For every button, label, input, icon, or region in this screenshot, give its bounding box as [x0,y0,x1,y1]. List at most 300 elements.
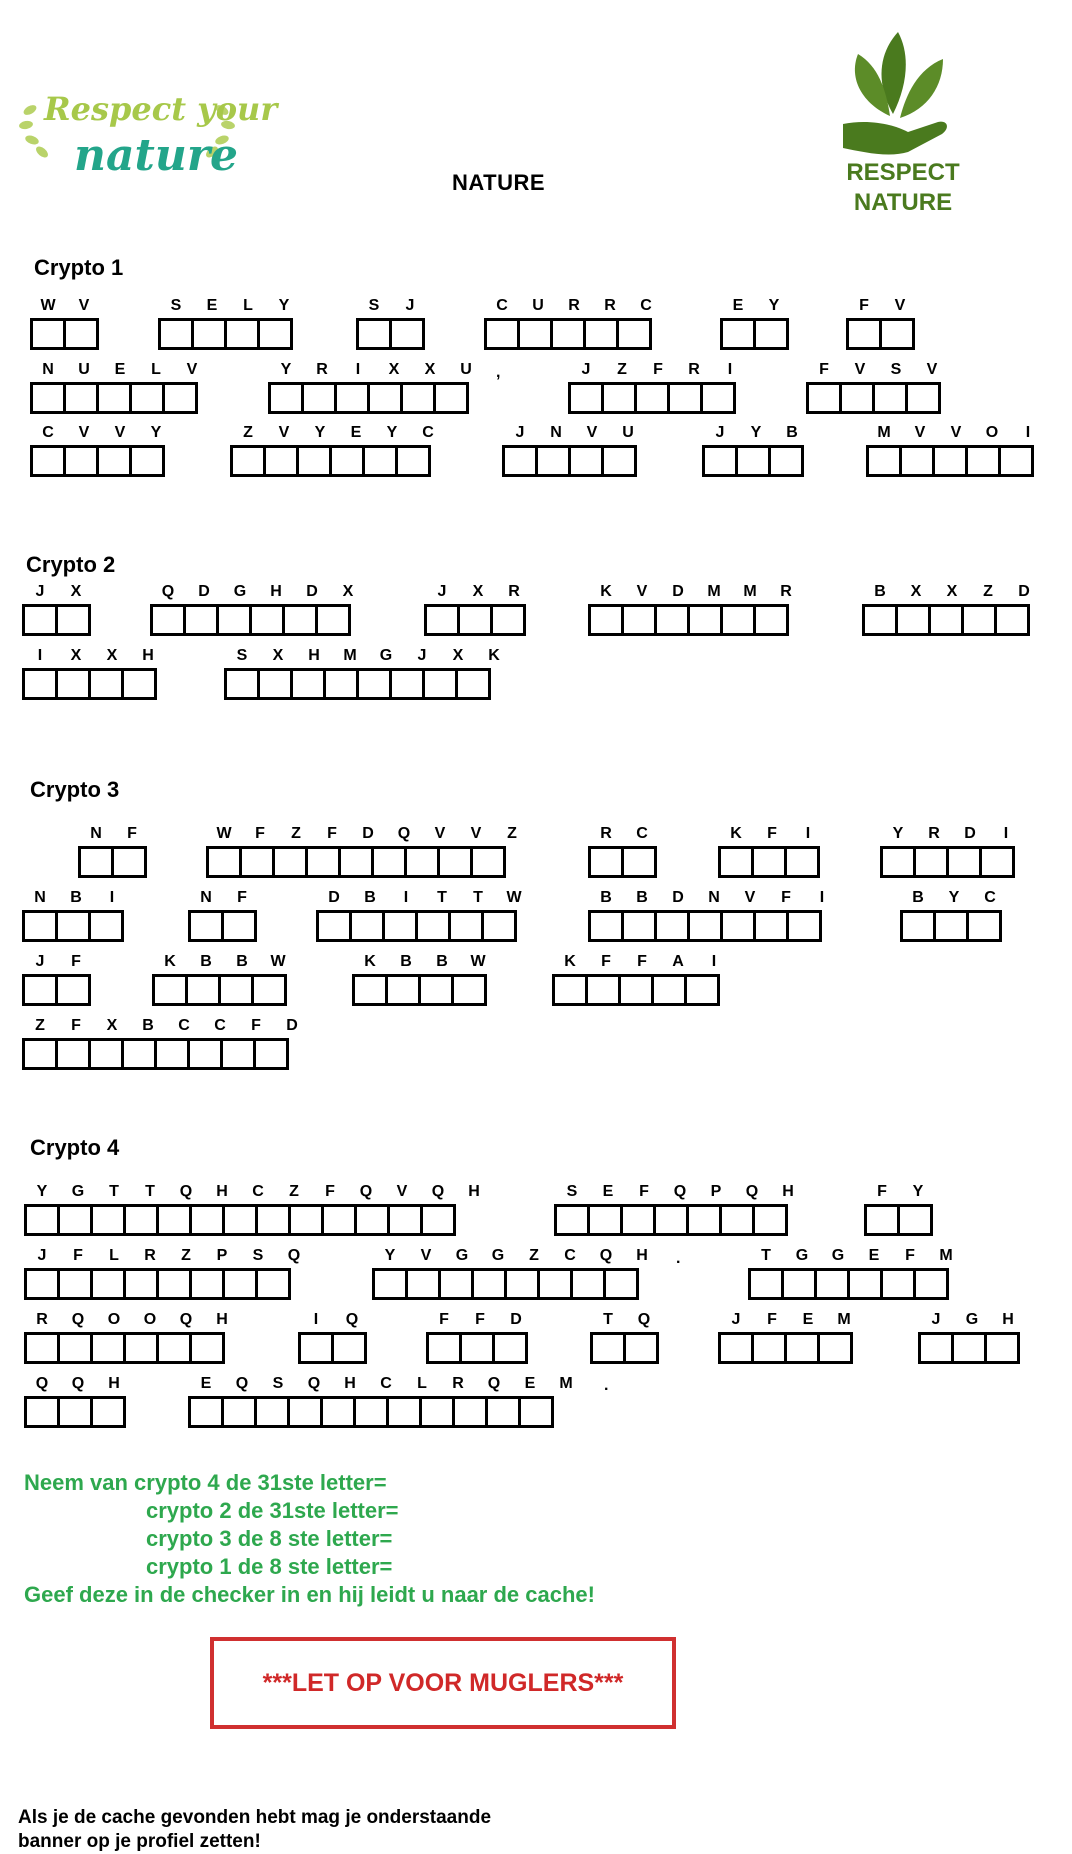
answer-box[interactable] [315,604,351,636]
crypto3-word-14 [552,954,732,1006]
answer-box[interactable] [653,1204,689,1236]
answer-box[interactable] [905,382,941,414]
cipher-letters [588,890,840,906]
cipher-letter: Q [397,825,411,842]
answer-box[interactable] [601,382,637,414]
answer-boxes [30,318,102,350]
cipher-letter: E [868,1247,880,1264]
answer-box[interactable] [150,604,186,636]
answer-box[interactable] [220,1038,256,1070]
answer-box[interactable] [352,974,388,1006]
cipher-letter: V [396,1183,408,1200]
answer-box[interactable] [651,974,687,1006]
answer-box[interactable] [400,382,436,414]
answer-box[interactable] [321,1204,357,1236]
answer-box[interactable] [63,382,99,414]
answer-box[interactable] [753,604,789,636]
cipher-letter: C [178,1017,190,1034]
answer-box[interactable] [481,910,517,942]
answer-box[interactable] [282,604,318,636]
cipher-letter: L [417,1375,427,1392]
cipher-letter: V [186,361,198,378]
answer-box[interactable] [457,604,493,636]
answer-box[interactable] [535,445,571,477]
cipher-letters [748,1248,964,1264]
cipher-letter: I [313,1311,319,1328]
answer-box[interactable] [386,1396,422,1428]
answer-box[interactable] [583,318,619,350]
answer-box[interactable] [817,1332,853,1364]
cipher-letter: Y [384,1247,396,1264]
answer-box[interactable] [255,1268,291,1300]
answer-box[interactable] [55,668,91,700]
answer-box[interactable] [356,318,392,350]
answer-box[interactable] [459,1332,495,1364]
cipher-letters [224,648,512,664]
answer-box[interactable] [687,910,723,942]
answer-box[interactable] [22,604,58,636]
answer-box[interactable] [254,1396,290,1428]
answer-box[interactable] [426,1332,462,1364]
answer-box[interactable] [22,974,58,1006]
crypto3-word-10 [900,890,1008,942]
answer-box[interactable] [57,1204,93,1236]
answer-box[interactable] [395,445,431,477]
cipher-letters [588,826,660,842]
answer-box[interactable] [961,604,997,636]
cipher-letter: C [496,297,508,314]
crypto2-word-2 [150,584,366,636]
cipher-letter: Q [673,1183,687,1200]
answer-box[interactable] [224,318,260,350]
cipher-letter: Q [71,1375,85,1392]
answer-box[interactable] [418,974,454,1006]
answer-box[interactable] [389,668,425,700]
answer-box[interactable] [55,974,91,1006]
cipher-letter: M [939,1247,953,1264]
answer-box[interactable] [979,846,1015,878]
answer-boxes [356,318,428,350]
answer-box[interactable] [568,445,604,477]
crypto4-word-14 [188,1376,584,1428]
answer-box[interactable] [24,1332,60,1364]
warning-box [210,1637,676,1729]
answer-box[interactable] [22,910,58,942]
answer-box[interactable] [568,382,604,414]
cipher-letter: Q [179,1183,193,1200]
crypto1-word-8 [268,362,484,414]
answer-box[interactable] [385,974,421,1006]
answer-box[interactable] [189,1268,225,1300]
answer-box[interactable] [490,604,526,636]
answer-box[interactable] [185,974,221,1006]
answer-box[interactable] [720,910,756,942]
answer-box[interactable] [880,1268,916,1300]
answer-box[interactable] [387,1204,423,1236]
answer-box[interactable] [288,1204,324,1236]
answer-boxes [484,318,664,350]
answer-box[interactable] [156,1204,192,1236]
answer-box[interactable] [30,445,66,477]
answer-box[interactable] [191,318,227,350]
answer-box[interactable] [158,318,194,350]
answer-box[interactable] [471,1268,507,1300]
answer-box[interactable] [951,1332,987,1364]
answer-box[interactable] [686,1204,722,1236]
answer-box[interactable] [367,382,403,414]
answer-box[interactable] [517,318,553,350]
answer-box[interactable] [667,382,703,414]
answer-box[interactable] [806,382,842,414]
answer-box[interactable] [846,318,882,350]
crypto3-word-1 [78,826,150,878]
answer-box[interactable] [296,445,332,477]
answer-box[interactable] [588,846,624,878]
cipher-letter: T [109,1183,119,1200]
answer-box[interactable] [55,1038,91,1070]
answer-box[interactable] [90,1332,126,1364]
answer-box[interactable] [880,846,916,878]
answer-box[interactable] [933,910,969,942]
cipher-letter: O [143,1311,157,1328]
answer-box[interactable] [735,445,771,477]
answer-box[interactable] [502,445,538,477]
answer-box[interactable] [621,846,657,878]
answer-boxes [24,1268,312,1300]
answer-box[interactable] [239,846,275,878]
answer-box[interactable] [984,1332,1020,1364]
answer-box[interactable] [222,1204,258,1236]
answer-box[interactable] [331,1332,367,1364]
answer-box[interactable] [334,382,370,414]
cipher-letter: V [636,583,648,600]
answer-box[interactable] [88,910,124,942]
answer-box[interactable] [57,1332,93,1364]
answer-box[interactable] [768,445,804,477]
answer-box[interactable] [230,445,266,477]
answer-box[interactable] [946,846,982,878]
answer-box[interactable] [438,1268,474,1300]
answer-box[interactable] [353,1396,389,1428]
answer-box[interactable] [24,1396,60,1428]
answer-box[interactable] [720,604,756,636]
answer-box[interactable] [994,604,1030,636]
answer-box[interactable] [129,445,165,477]
answer-box[interactable] [913,1268,949,1300]
answer-box[interactable] [554,1204,590,1236]
answer-box[interactable] [257,668,293,700]
answer-box[interactable] [966,910,1002,942]
answer-box[interactable] [338,846,374,878]
answer-box[interactable] [751,846,787,878]
answer-box[interactable] [123,1268,159,1300]
answer-box[interactable] [329,445,365,477]
answer-box[interactable] [221,1396,257,1428]
answer-boxes [552,974,732,1006]
crypto3-word-11 [22,954,94,1006]
answer-box[interactable] [748,1268,784,1300]
answer-box[interactable] [218,974,254,1006]
answer-box[interactable] [189,1332,225,1364]
answer-box[interactable] [55,910,91,942]
cipher-letter: A [672,953,684,970]
answer-box[interactable] [154,1038,190,1070]
answer-box[interactable] [687,604,723,636]
cipher-letter: M [559,1375,573,1392]
answer-box[interactable] [866,445,902,477]
cipher-letter: D [510,1311,522,1328]
answer-box[interactable] [518,1396,554,1428]
cipher-letter: F [71,953,81,970]
answer-box[interactable] [57,1396,93,1428]
answer-box[interactable] [251,974,287,1006]
answer-box[interactable] [484,318,520,350]
answer-box[interactable] [316,910,352,942]
answer-box[interactable] [121,1038,157,1070]
crypto1-word-1 [30,298,102,350]
crypto1-word-12 [230,425,446,477]
answer-box[interactable] [895,604,931,636]
cipher-letter: R [316,361,328,378]
answer-box[interactable] [753,910,789,942]
cipher-letter: C [214,1017,226,1034]
answer-box[interactable] [839,382,875,414]
answer-box[interactable] [263,445,299,477]
answer-box[interactable] [129,382,165,414]
answer-box[interactable] [189,1204,225,1236]
answer-box[interactable] [63,318,99,350]
answer-box[interactable] [590,1332,626,1364]
answer-box[interactable] [552,974,588,1006]
answer-box[interactable] [504,1268,540,1300]
answer-box[interactable] [404,846,440,878]
answer-box[interactable] [55,604,91,636]
answer-box[interactable] [111,846,147,878]
crypto4-word-1 [24,1184,492,1236]
answer-box[interactable] [30,382,66,414]
answer-box[interactable] [897,1204,933,1236]
answer-box[interactable] [187,1038,223,1070]
answer-box[interactable] [382,910,418,942]
answer-box[interactable] [585,974,621,1006]
answer-box[interactable] [784,846,820,878]
cipher-letters [900,890,1008,906]
answer-box[interactable] [96,382,132,414]
answer-box[interactable] [424,604,460,636]
answer-box[interactable] [433,382,469,414]
answer-box[interactable] [290,668,326,700]
answer-box[interactable] [415,910,451,942]
answer-box[interactable] [448,910,484,942]
answer-box[interactable] [349,910,385,942]
answer-box[interactable] [900,910,936,942]
answer-box[interactable] [634,382,670,414]
answer-box[interactable] [422,668,458,700]
cipher-letter: X [472,583,484,600]
answer-box[interactable] [371,846,407,878]
answer-box[interactable] [22,668,58,700]
answer-box[interactable] [684,974,720,1006]
answer-box[interactable] [216,604,252,636]
answer-box[interactable] [78,846,114,878]
answer-boxes [918,1332,1026,1364]
answer-box[interactable] [587,1204,623,1236]
answer-box[interactable] [156,1332,192,1364]
answer-box[interactable] [781,1268,817,1300]
answer-box[interactable] [485,1396,521,1428]
answer-box[interactable] [90,1204,126,1236]
answer-box[interactable] [965,445,1001,477]
answer-box[interactable] [222,1268,258,1300]
answer-box[interactable] [420,1204,456,1236]
answer-box[interactable] [928,604,964,636]
answer-box[interactable] [90,1396,126,1428]
answer-box[interactable] [470,846,506,878]
answer-box[interactable] [654,604,690,636]
answer-box[interactable] [188,1396,224,1428]
answer-box[interactable] [620,1204,656,1236]
answer-box[interactable] [183,604,219,636]
cipher-letter: V [470,825,482,842]
answer-box[interactable] [752,1204,788,1236]
cipher-letters [372,1248,660,1264]
answer-box[interactable] [221,910,257,942]
answer-box[interactable] [24,1268,60,1300]
answer-box[interactable] [287,1396,323,1428]
answer-box[interactable] [437,846,473,878]
answer-box[interactable] [88,1038,124,1070]
answer-box[interactable] [257,318,293,350]
answer-box[interactable] [932,445,968,477]
answer-box[interactable] [320,1396,356,1428]
answer-box[interactable] [188,910,224,942]
answer-box[interactable] [718,846,754,878]
answer-box[interactable] [719,1204,755,1236]
answer-box[interactable] [753,318,789,350]
answer-box[interactable] [718,1332,754,1364]
answer-box[interactable] [751,1332,787,1364]
answer-box[interactable] [224,668,260,700]
answer-box[interactable] [918,1332,954,1364]
answer-box[interactable] [206,846,242,878]
answer-box[interactable] [621,604,657,636]
cipher-letter: P [710,1183,722,1200]
answer-box[interactable] [786,910,822,942]
answer-box[interactable] [63,445,99,477]
answer-box[interactable] [57,1268,93,1300]
answer-box[interactable] [451,974,487,1006]
answer-box[interactable] [253,1038,289,1070]
cipher-letter: Q [359,1183,373,1200]
answer-box[interactable] [814,1268,850,1300]
answer-box[interactable] [272,846,308,878]
answer-box[interactable] [301,382,337,414]
crypto4-word-13 [24,1376,132,1428]
answer-box[interactable] [162,382,198,414]
answer-boxes [424,604,532,636]
answer-box[interactable] [550,318,586,350]
answer-box[interactable] [298,1332,334,1364]
answer-box[interactable] [784,1332,820,1364]
answer-box[interactable] [268,382,304,414]
answer-box[interactable] [156,1268,192,1300]
answer-box[interactable] [96,445,132,477]
answer-box[interactable] [249,604,285,636]
cipher-letter: B [786,424,798,441]
answer-box[interactable] [492,1332,528,1364]
answer-box[interactable] [588,910,624,942]
answer-box[interactable] [588,604,624,636]
answer-box[interactable] [616,318,652,350]
answer-box[interactable] [255,1204,291,1236]
answer-box[interactable] [899,445,935,477]
cipher-letter: Z [983,583,993,600]
answer-box[interactable] [22,1038,58,1070]
answer-box[interactable] [570,1268,606,1300]
answer-box[interactable] [603,1268,639,1300]
answer-box[interactable] [455,668,491,700]
answer-box[interactable] [362,445,398,477]
cipher-letter: G [455,1247,469,1264]
answer-box[interactable] [862,604,898,636]
answer-box[interactable] [913,846,949,878]
cipher-letter: T [473,889,483,906]
answer-box[interactable] [452,1396,488,1428]
cipher-letter: J [715,424,725,441]
answer-box[interactable] [872,382,908,414]
answer-box[interactable] [618,974,654,1006]
cipher-letter: H [1002,1311,1014,1328]
answer-box[interactable] [372,1268,408,1300]
answer-box[interactable] [405,1268,441,1300]
cipher-letters [552,954,732,970]
answer-boxes [866,445,1046,477]
answer-box[interactable] [623,1332,659,1364]
answer-box[interactable] [123,1332,159,1364]
answer-box[interactable] [305,846,341,878]
answer-box[interactable] [24,1204,60,1236]
cipher-letter: O [985,424,999,441]
answer-box[interactable] [123,1204,159,1236]
answer-box[interactable] [847,1268,883,1300]
answer-box[interactable] [419,1396,455,1428]
answer-box[interactable] [88,668,124,700]
answer-box[interactable] [389,318,425,350]
answer-box[interactable] [356,668,392,700]
answer-box[interactable] [323,668,359,700]
answer-box[interactable] [537,1268,573,1300]
answer-box[interactable] [720,318,756,350]
answer-box[interactable] [152,974,188,1006]
answer-box[interactable] [90,1268,126,1300]
answer-box[interactable] [601,445,637,477]
cipher-letter: S [272,1375,284,1392]
answer-box[interactable] [864,1204,900,1236]
cipher-letter: L [243,297,253,314]
answer-box[interactable] [121,668,157,700]
answer-box[interactable] [30,318,66,350]
cipher-letter: X [106,647,118,664]
answer-box[interactable] [879,318,915,350]
crypto4-word-11 [718,1312,862,1364]
answer-box[interactable] [702,445,738,477]
answer-box[interactable] [654,910,690,942]
answer-box[interactable] [354,1204,390,1236]
answer-box[interactable] [621,910,657,942]
answer-box[interactable] [700,382,736,414]
cipher-letter: E [114,361,126,378]
answer-box[interactable] [998,445,1034,477]
